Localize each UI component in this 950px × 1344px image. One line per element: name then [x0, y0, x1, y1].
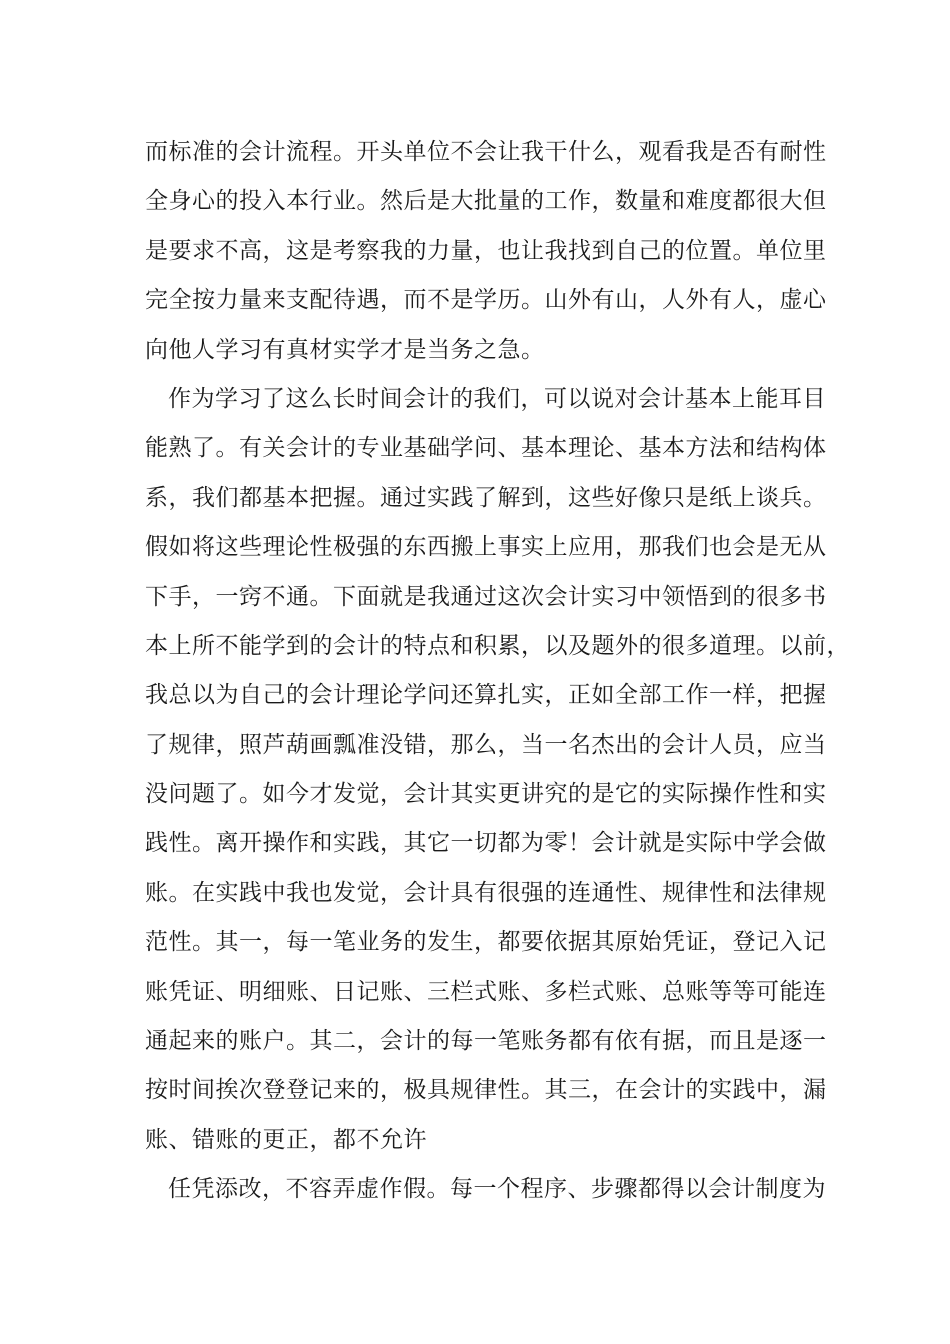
text-line: 通起来的账户。其二，会计的每一笔账务都有依有据，而且是逐一 [145, 1028, 827, 1055]
text-line: 作为学习了这么长时间会计的我们，可以说对会计基本上能耳目 [168, 385, 826, 412]
text-line: 全身心的投入本行业。然后是大批量的工作，数量和难度都很大但 [145, 188, 827, 215]
text-line: 账、错账的更正，都不允许 [145, 1126, 427, 1153]
text-line: 我总以为自己的会计理论学问还算扎实，正如全部工作一样，把握 [145, 682, 827, 709]
text-line: 向他人学习有真材实学才是当务之急。 [145, 336, 545, 363]
text-line: 任凭添改，不容弄虚作假。每一个程序、步骤都得以会计制度为 [168, 1176, 826, 1203]
text-line: 践性。离开操作和实践，其它一切都为零！会计就是实际中学会做 [145, 830, 827, 857]
text-line: 按时间挨次登登记来的，极具规律性。其三，在会计的实践中，漏 [145, 1077, 827, 1104]
text-line: 能熟了。有关会计的专业基础学问、基本理论、基本方法和结构体 [145, 435, 827, 462]
text-line: 了规律，照芦葫画瓢准没错，那么，当一名杰出的会计人员，应当 [145, 731, 827, 758]
text-line: 账凭证、明细账、日记账、三栏式账、多栏式账、总账等等可能连 [145, 978, 827, 1005]
text-line: 是要求不高，这是考察我的力量，也让我找到自己的位置。单位里 [145, 237, 827, 264]
text-line: 账。在实践中我也发觉，会计具有很强的连通性、规律性和法律规 [145, 879, 827, 906]
body-text [145, 128, 850, 1215]
text-line: 没问题了。如今才发觉，会计其实更讲究的是它的实际操作性和实 [145, 781, 827, 808]
text-line: 系，我们都基本把握。通过实践了解到，这些好像只是纸上谈兵。 [145, 484, 827, 511]
paragraph-3 [145, 1165, 825, 1214]
paragraph-2 [145, 375, 850, 1165]
text-line: 而标准的会计流程。开头单位不会让我干什么，观看我是否有耐性 [145, 139, 827, 165]
text-line: 假如将这些理论性极强的东西搬上事实上应用，那我们也会是无从 [145, 534, 827, 561]
text-line: 范性。其一，每一笔业务的发生，都要依据其原始凭证，登记入记 [145, 929, 827, 956]
text-line: 本上所不能学到的会计的特点和积累，以及题外的很多道理。以前， [145, 632, 850, 659]
text-line: 下手，一窍不通。下面就是我通过这次会计实习中领悟到的很多书 [145, 583, 827, 610]
paragraph-1 [145, 128, 825, 375]
text-line: 完全按力量来支配待遇，而不是学历。山外有山，人外有人，虚心 [145, 287, 827, 314]
